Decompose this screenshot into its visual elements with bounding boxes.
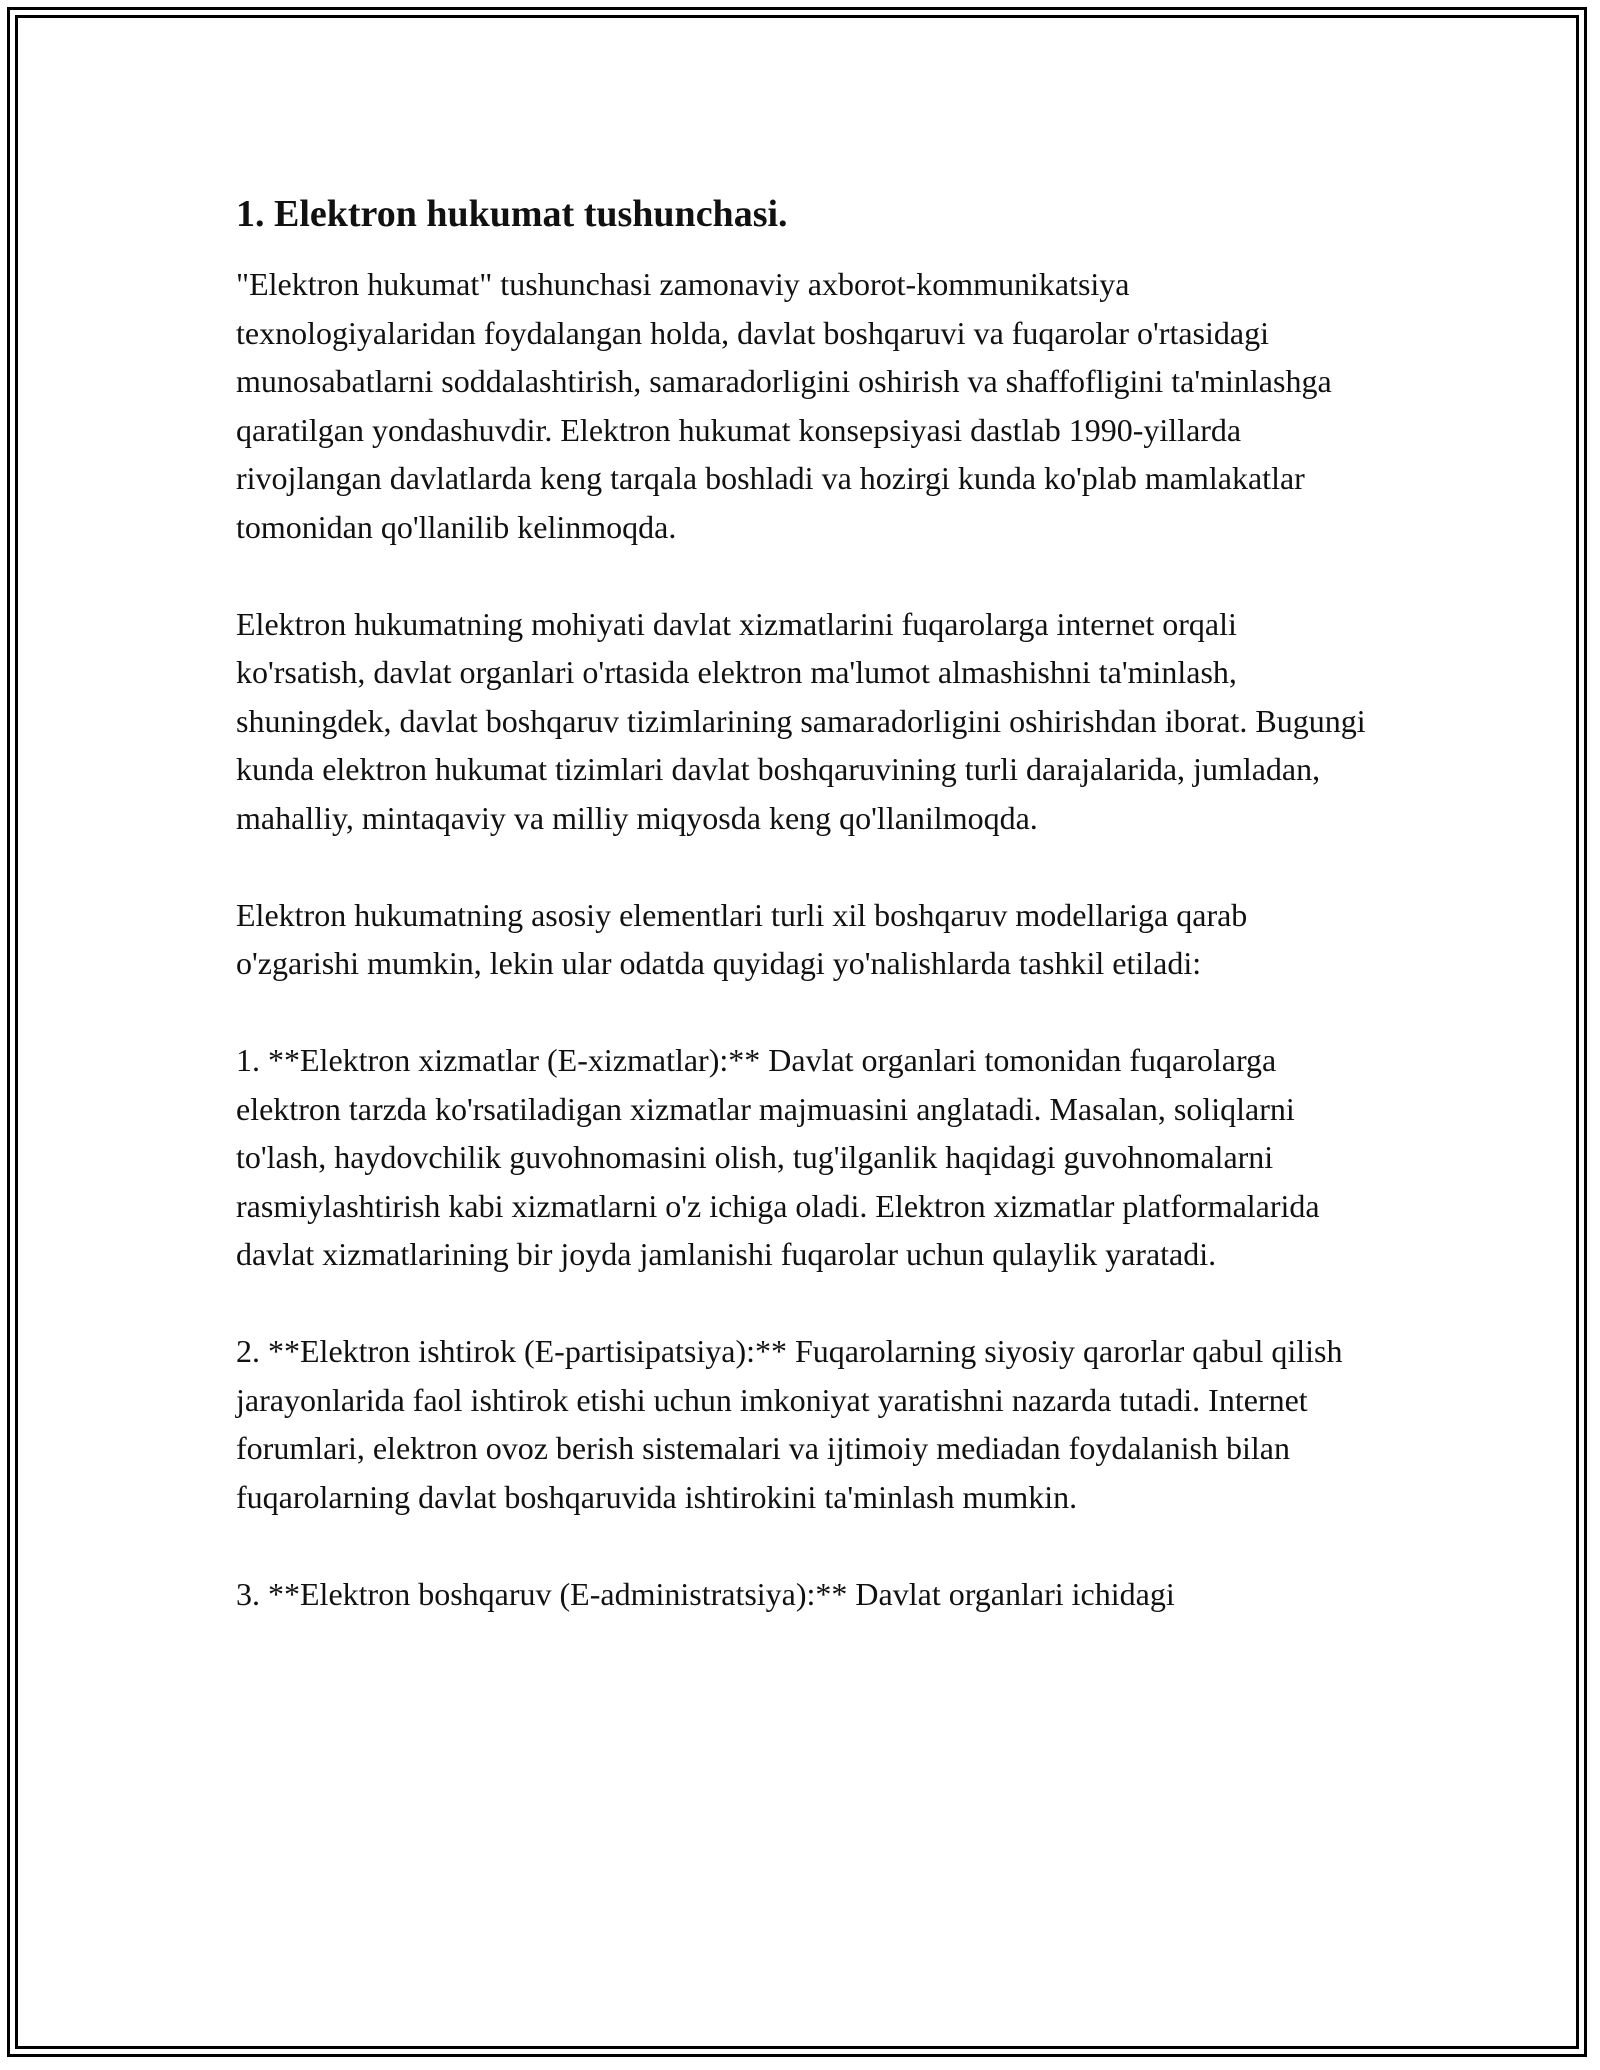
section-heading: 1. Elektron hukumat tushunchasi. xyxy=(236,193,788,235)
list-item-e-administration: 3. **Elektron boshqaruv (E-administratsiya):** Davlat organlari ichidagi xyxy=(236,1575,1175,1612)
list-item-e-participation: 2. **Elektron ishtirok (E-partisipatsiya):** Fuqarolarning siyosiy qarorlar qabul qilish jarayonlarida faol ishtirok etishi uchun imkoniyat yaratishni nazarda tutadi. Internet forumlari, elektron ovoz berish sistemalari va ijtimoiy mediadan foydalanish bilan fuqarolarning davlat boshqaruvida ishtirokini ta'minlash mumkin. xyxy=(236,1333,1343,1515)
paragraph-elements-intro: Elektron hukumatning asosiy elementlari turli xil boshqaruv modellariga qarab o'zgarishi mumkin, lekin ular odatda quyidagi yo'nalishlarda tashkil etiladi: xyxy=(236,896,1248,981)
document-body xyxy=(236,190,1366,1667)
list-item-e-services: 1. **Elektron xizmatlar (E-xizmatlar):** Davlat organlari tomonidan fuqarolarga elektron tarzda ko'rsatiladigan xizmatlar majmuasini anglatadi. Masalan, soliqlarni to'lash, haydovchilik guvohnomasini olish, tug'ilganlik haqidagi guvohnomalarni rasmiylashtirish kabi xizmatlarni o'z ichiga oladi. Elektron xizmatlar platformalarida davlat xizmatlarining bir joyda jamlanishi fuqarolar uchun qulaylik yaratadi. xyxy=(236,1042,1320,1272)
paragraph-definition: "Elektron hukumat" tushunchasi zamonaviy axborot-kommunikatsiya texnologiyalaridan foydalangan holda, davlat boshqaruvi va fuqarolar o'rtasidagi munosabatlarni soddalashtirish, samaradorligini oshirish va shaffofligini ta'minlashga qaratilgan yondashuvdir. Elektron hukumat konsepsiyasi dastlab 1990-yillarda rivojlangan davlatlarda keng tarqala boshladi va hozirgi kunda ko'plab mamlakatlar tomonidan qo'llanilib kelinmoqda. xyxy=(236,266,1332,545)
paragraph-essence: Elektron hukumatning mohiyati davlat xizmatlarini fuqarolarga internet orqali ko'rsatish, davlat organlari o'rtasida elektron ma'lumot almashishni ta'minlash, shuningdek, davlat boshqaruv tizimlarining samaradorligini oshirishdan iborat. Bugungi kunda elektron hukumat tizimlari davlat boshqaruvining turli darajalarida, jumladan, mahalliy, mintaqaviy va milliy miqyosda keng qo'llanilmoqda. xyxy=(236,605,1366,836)
